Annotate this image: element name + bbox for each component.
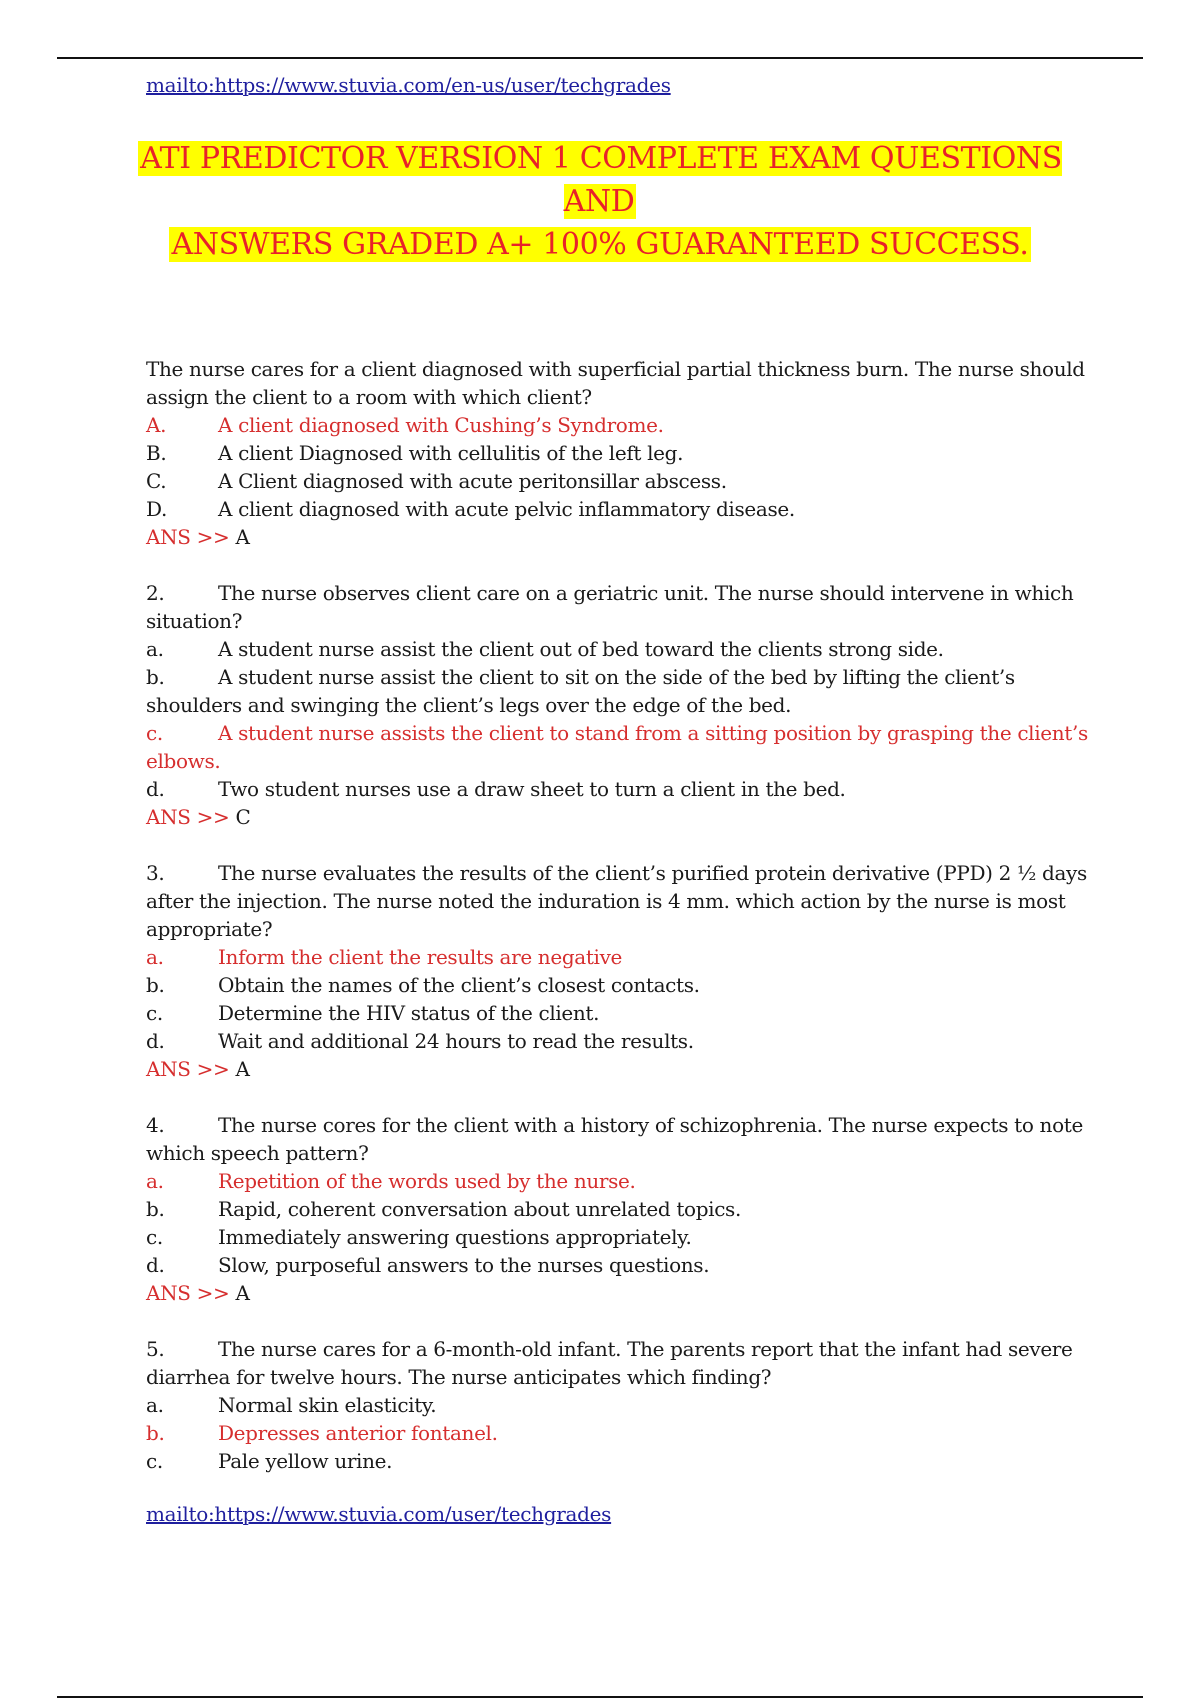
question-2 <box>146 579 1106 831</box>
option-a-correct: a. Inform the client the results are negative <box>146 945 623 969</box>
header-mailto-link[interactable]: mailto:https://www.stuvia.com/en-us/user/techgrades <box>146 73 671 97</box>
option-a-correct: a. Repetition of the words used by the nurse. <box>146 1169 636 1193</box>
option-a: a. A student nurse assist the client out of bed toward the clients strong side. <box>146 637 944 661</box>
answer-line: ANS >> A <box>146 1281 250 1305</box>
answer-line: ANS >> A <box>146 1057 250 1081</box>
answer-line: ANS >> C <box>146 805 251 829</box>
option-b-correct: b. Depresses anterior fontanel. <box>146 1421 498 1445</box>
option-c-correct: c. A student nurse assists the client to stand from a sitting position by grasping the client’s elbows. <box>146 721 1088 773</box>
question-stem: 5. The nurse cares for a 6-month-old infant. The parents report that the infant had severe diarrhea for twelve hours. The nurse anticipates which finding? <box>146 1337 1073 1389</box>
option-c: c. Determine the HIV status of the client. <box>146 1001 600 1025</box>
question-1 <box>146 355 1106 551</box>
title-line-2: ANSWERS GRADED A+ 100% GUARANTEED SUCCESS. <box>171 227 1029 262</box>
option-d: d. Slow, purposeful answers to the nurses questions. <box>146 1253 710 1277</box>
bottom-rule <box>57 1696 1143 1698</box>
question-4 <box>146 1111 1106 1307</box>
option-c: C. A Client diagnosed with acute peritonsillar abscess. <box>146 469 727 493</box>
footer-mailto-link[interactable]: mailto:https://www.stuvia.com/user/techgrades <box>146 1502 612 1526</box>
option-a-correct: A. A client diagnosed with Cushing’s Syndrome. <box>146 413 664 437</box>
title-line-1: ATI PREDICTOR VERSION 1 COMPLETE EXAM QUESTIONS AND <box>140 141 1062 219</box>
option-b: b. A student nurse assist the client to sit on the side of the bed by lifting the client’s shoulders and swinging the client’s legs over the edge of the bed. <box>146 665 1015 717</box>
question-stem: The nurse cares for a client diagnosed with superficial partial thickness burn. The nurse should assign the client to a room with which client? <box>146 357 1085 409</box>
question-stem: 3. The nurse evaluates the results of the client’s purified protein derivative (PPD) 2 ½ days after the injection. The nurse noted the induration is 4 mm. which action by the nurse is most appropriate? <box>146 861 1087 941</box>
option-d: d. Wait and additional 24 hours to read the results. <box>146 1029 694 1053</box>
option-c: c. Pale yellow urine. <box>146 1449 393 1473</box>
question-stem: 4. The nurse cores for the client with a history of schizophrenia. The nurse expects to note which speech pattern? <box>146 1113 1083 1165</box>
option-c: c. Immediately answering questions appropriately. <box>146 1225 692 1249</box>
question-5 <box>146 1335 1106 1475</box>
option-b: b. Rapid, coherent conversation about unrelated topics. <box>146 1197 741 1221</box>
answer-line: ANS >> A <box>146 525 250 549</box>
option-b: b. Obtain the names of the client’s closest contacts. <box>146 973 700 997</box>
option-b: B. A client Diagnosed with cellulitis of the left leg. <box>146 441 684 465</box>
question-list <box>146 355 1106 1475</box>
option-d: d. Two student nurses use a draw sheet to turn a client in the bed. <box>146 777 846 801</box>
question-stem: 2. The nurse observes client care on a geriatric unit. The nurse should intervene in which situation? <box>146 581 1074 633</box>
document-title <box>100 137 1100 266</box>
option-a: a. Normal skin elasticity. <box>146 1393 437 1417</box>
top-rule <box>57 57 1143 59</box>
question-3 <box>146 859 1106 1083</box>
option-d: D. A client diagnosed with acute pelvic inflammatory disease. <box>146 497 795 521</box>
